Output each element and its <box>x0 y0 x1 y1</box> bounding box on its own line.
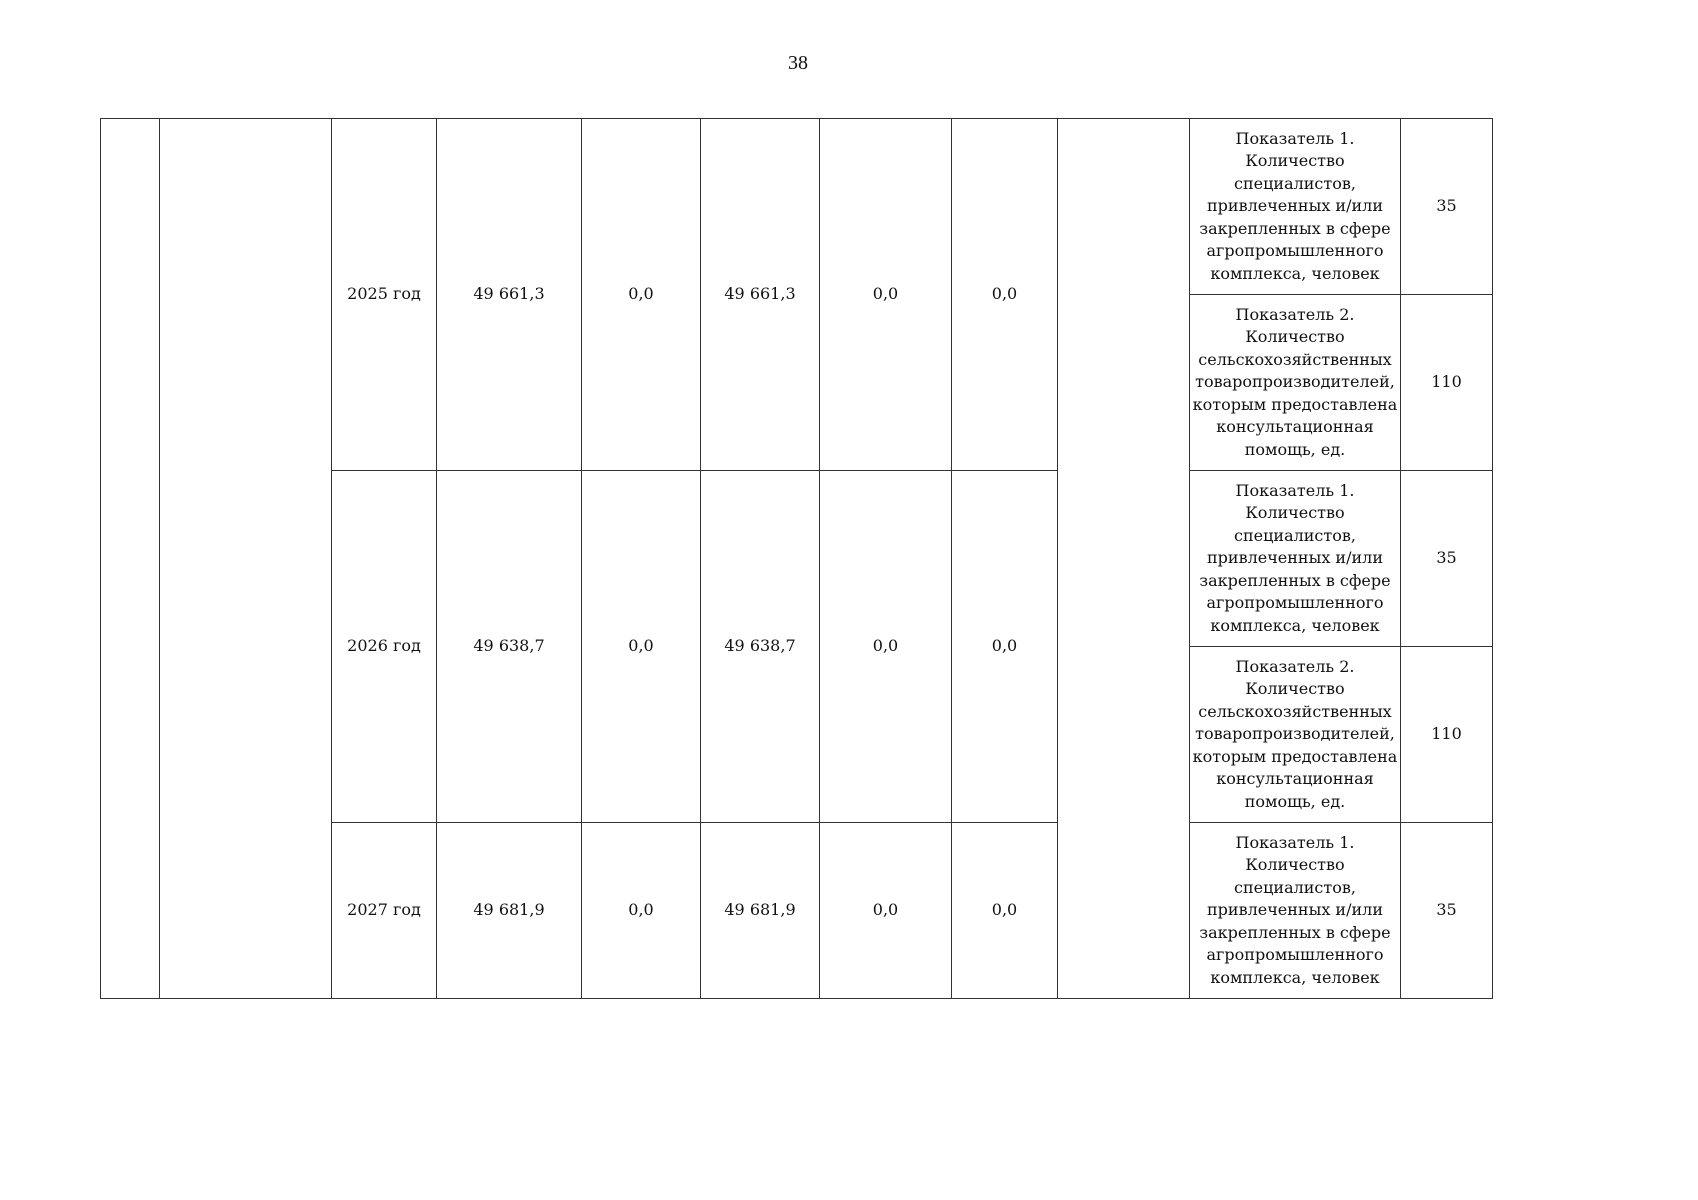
total-cell: 49 661,3 <box>437 119 582 471</box>
value-cell: 0,0 <box>820 119 952 471</box>
table-row <box>101 119 1493 295</box>
indicator-value: 35 <box>1401 823 1493 999</box>
financing-table <box>100 118 1493 999</box>
indicator-value: 35 <box>1401 471 1493 647</box>
value-cell: 0,0 <box>820 471 952 823</box>
indicator-label: Показатель 2. Количество сельскохозяйственных товаропроизводителей, которым предоставлена консультационная помощь, ед. <box>1190 647 1401 823</box>
executor-cell <box>1058 119 1190 999</box>
value-cell: 0,0 <box>952 823 1058 999</box>
value-cell: 0,0 <box>820 823 952 999</box>
number-cell <box>101 119 160 999</box>
value-cell: 0,0 <box>582 823 701 999</box>
value-cell: 0,0 <box>952 119 1058 471</box>
year-cell: 2025 год <box>332 119 437 471</box>
year-cell: 2027 год <box>332 823 437 999</box>
indicator-value: 35 <box>1401 119 1493 295</box>
measure-name-cell <box>160 119 332 999</box>
total-cell: 49 681,9 <box>437 823 582 999</box>
value-cell: 49 681,9 <box>701 823 820 999</box>
indicator-label: Показатель 2. Количество сельскохозяйственных товаропроизводителей, которым предоставлена консультационная помощь, ед. <box>1190 295 1401 471</box>
page-number: 38 <box>788 52 808 74</box>
total-cell: 49 638,7 <box>437 471 582 823</box>
indicator-value: 110 <box>1401 647 1493 823</box>
value-cell: 0,0 <box>582 119 701 471</box>
value-cell: 49 661,3 <box>701 119 820 471</box>
indicator-value: 110 <box>1401 295 1493 471</box>
indicator-label: Показатель 1. Количество специалистов, привлеченных и/или закрепленных в сфере агропромышленного комплекса, человек <box>1190 471 1401 647</box>
year-cell: 2026 год <box>332 471 437 823</box>
indicator-label: Показатель 1. Количество специалистов, привлеченных и/или закрепленных в сфере агропромышленного комплекса, человек <box>1190 119 1401 295</box>
value-cell: 49 638,7 <box>701 471 820 823</box>
value-cell: 0,0 <box>952 471 1058 823</box>
indicator-label: Показатель 1. Количество специалистов, привлеченных и/или закрепленных в сфере агропромышленного комплекса, человек <box>1190 823 1401 999</box>
value-cell: 0,0 <box>582 471 701 823</box>
